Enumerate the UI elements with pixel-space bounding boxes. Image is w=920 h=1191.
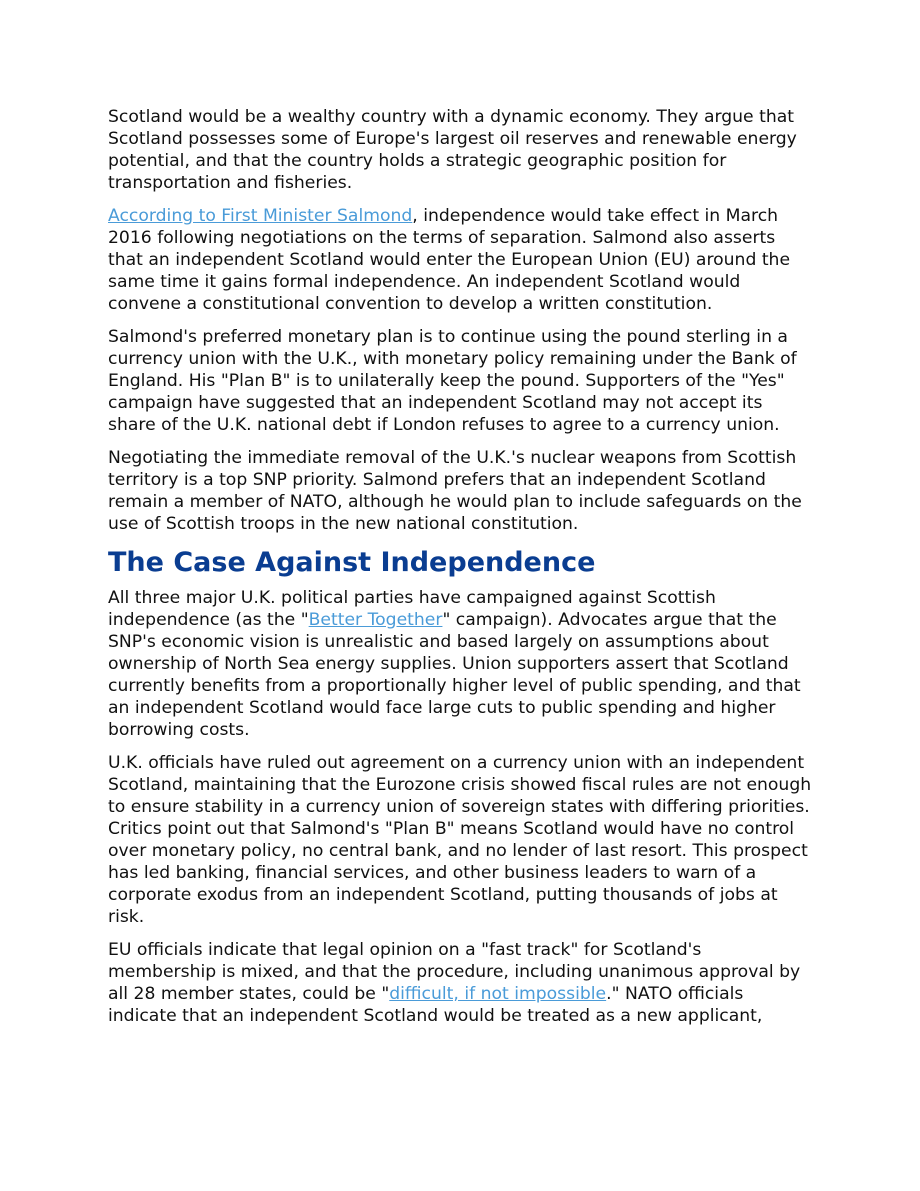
- document-page: [108, 106, 814, 1038]
- paragraph-currency-union: U.K. officials have ruled out agreement on a currency union with an independent Scotland, maintaining that the Eurozone crisis showed fiscal rules are not enough to ensure stability in a currency union of sovereign states with differing priorities. Critics point out that Salmond's "Plan B" means Scotland would have no control over monetary policy, no central bank, and no lender of last resort. This prospect has led banking, financial services, and other business leaders to warn of a corporate exodus from an independent Scotland, putting thousands of jobs at risk.: [108, 753, 812, 927]
- link-better-together[interactable]: Better Together: [308, 610, 443, 630]
- paragraph-eu-nato: EU officials indicate that legal opinion on a "fast track" for Scotland's membership is mixed, and that the procedure, including unanimous approval by all 28 member states, could be "difficult, if not impossible." NATO officials indicate that an independent Scotland would be treated as a new applicant,: [108, 940, 801, 1026]
- paragraph-independence-timeline: According to First Minister Salmond, independence would take effect in March 2016 following negotiations on the terms of separation. Salmond also asserts that an independent Scotland would enter the European Union (EU) around the same time it gains formal independence. An independent Scotland would convene a constitutional convention to develop a written constitution.: [108, 206, 791, 314]
- link-difficult-if-not-impossible[interactable]: difficult, if not impossible: [389, 984, 607, 1004]
- paragraph-monetary-plan: Salmond's preferred monetary plan is to continue using the pound sterling in a currency union with the U.K., with monetary policy remaining under the Bank of England. His "Plan B" is to unilaterally keep the pound. Supporters of the "Yes" campaign have suggested that an independent Scotland may not accept its share of the U.K. national debt if London refuses to agree to a currency union.: [108, 327, 797, 435]
- paragraph-economy: Scotland would be a wealthy country with a dynamic economy. They argue that Scotland possesses some of Europe's largest oil reserves and renewable energy potential, and that the country holds a strategic geographic position for transportation and fisheries.: [108, 107, 797, 193]
- link-first-minister-salmond[interactable]: According to First Minister Salmond: [108, 206, 413, 226]
- section-heading-case-against: The Case Against Independence: [108, 547, 596, 578]
- paragraph-nuclear-nato: Negotiating the immediate removal of the U.K.'s nuclear weapons from Scottish territory is a top SNP priority. Salmond prefers that an independent Scotland remain a member of NATO, although he would plan to include safeguards on the use of Scottish troops in the new national constitution.: [108, 448, 802, 534]
- paragraph-political-parties: All three major U.K. political parties have campaigned against Scottish independence (as the "Better Together" campaign). Advocates argue that the SNP's economic vision is unrealistic and based largely on assumptions about ownership of North Sea energy supplies. Union supporters assert that Scotland currently benefits from a proportionally higher level of public spending, and that an independent Scotland would face large cuts to public spending and higher borrowing costs.: [108, 588, 801, 740]
